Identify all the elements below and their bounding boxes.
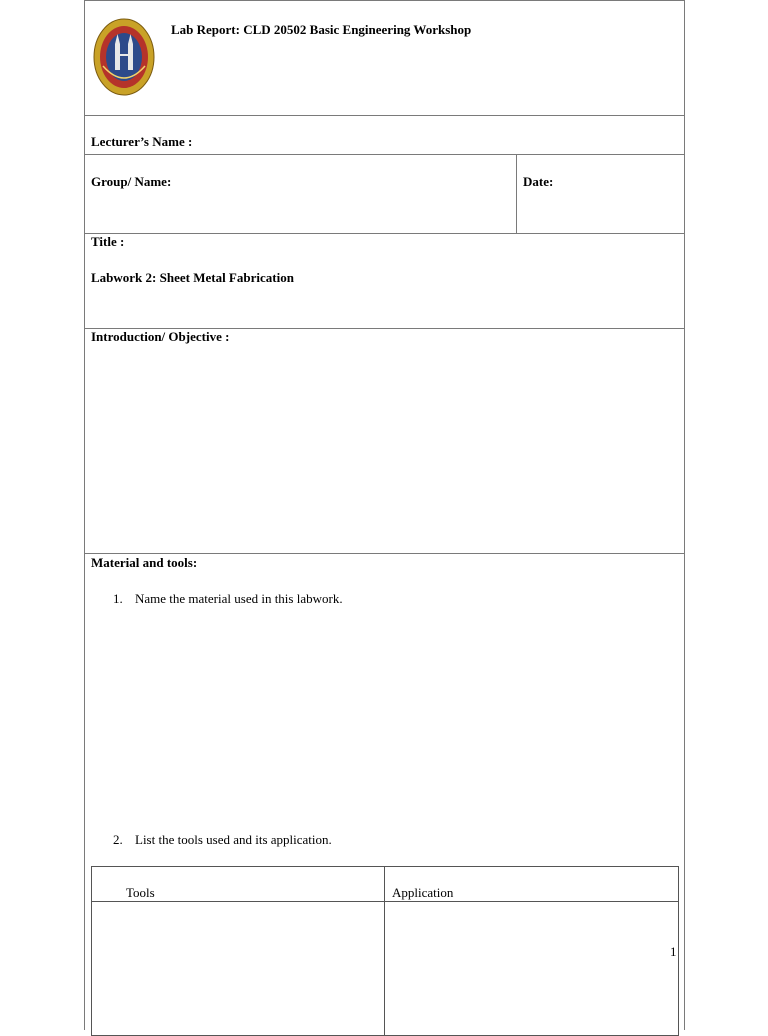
title-label: Title : bbox=[91, 234, 125, 249]
top-border bbox=[85, 0, 684, 1]
page-number: 1 bbox=[670, 944, 677, 959]
column-divider bbox=[516, 154, 517, 233]
table-column-divider bbox=[384, 867, 385, 1035]
divider bbox=[85, 115, 684, 116]
university-logo bbox=[93, 18, 155, 96]
question-number: 2. bbox=[113, 832, 123, 847]
question-text: List the tools used and its application. bbox=[135, 832, 332, 847]
table-header-application: Application bbox=[392, 885, 454, 900]
question-text: Name the material used in this labwork. bbox=[135, 591, 343, 606]
report-title: Lab Report: CLD 20502 Basic Engineering Workshop bbox=[171, 22, 472, 37]
question-number: 1. bbox=[113, 591, 123, 606]
group-name-label: Group/ Name: bbox=[91, 174, 172, 189]
divider bbox=[85, 233, 684, 234]
date-label: Date: bbox=[523, 174, 554, 189]
lab-report-form bbox=[84, 0, 685, 1030]
table-header-divider bbox=[92, 901, 678, 902]
divider bbox=[85, 553, 684, 554]
introduction-objective-label: Introduction/ Objective : bbox=[91, 329, 230, 344]
table-header-tools: Tools bbox=[126, 885, 155, 900]
lecturer-name-label: Lecturer’s Name : bbox=[91, 134, 193, 149]
title-value: Labwork 2: Sheet Metal Fabrication bbox=[91, 270, 294, 285]
tools-table bbox=[91, 866, 679, 1036]
divider bbox=[85, 154, 684, 155]
material-tools-label: Material and tools: bbox=[91, 555, 198, 570]
